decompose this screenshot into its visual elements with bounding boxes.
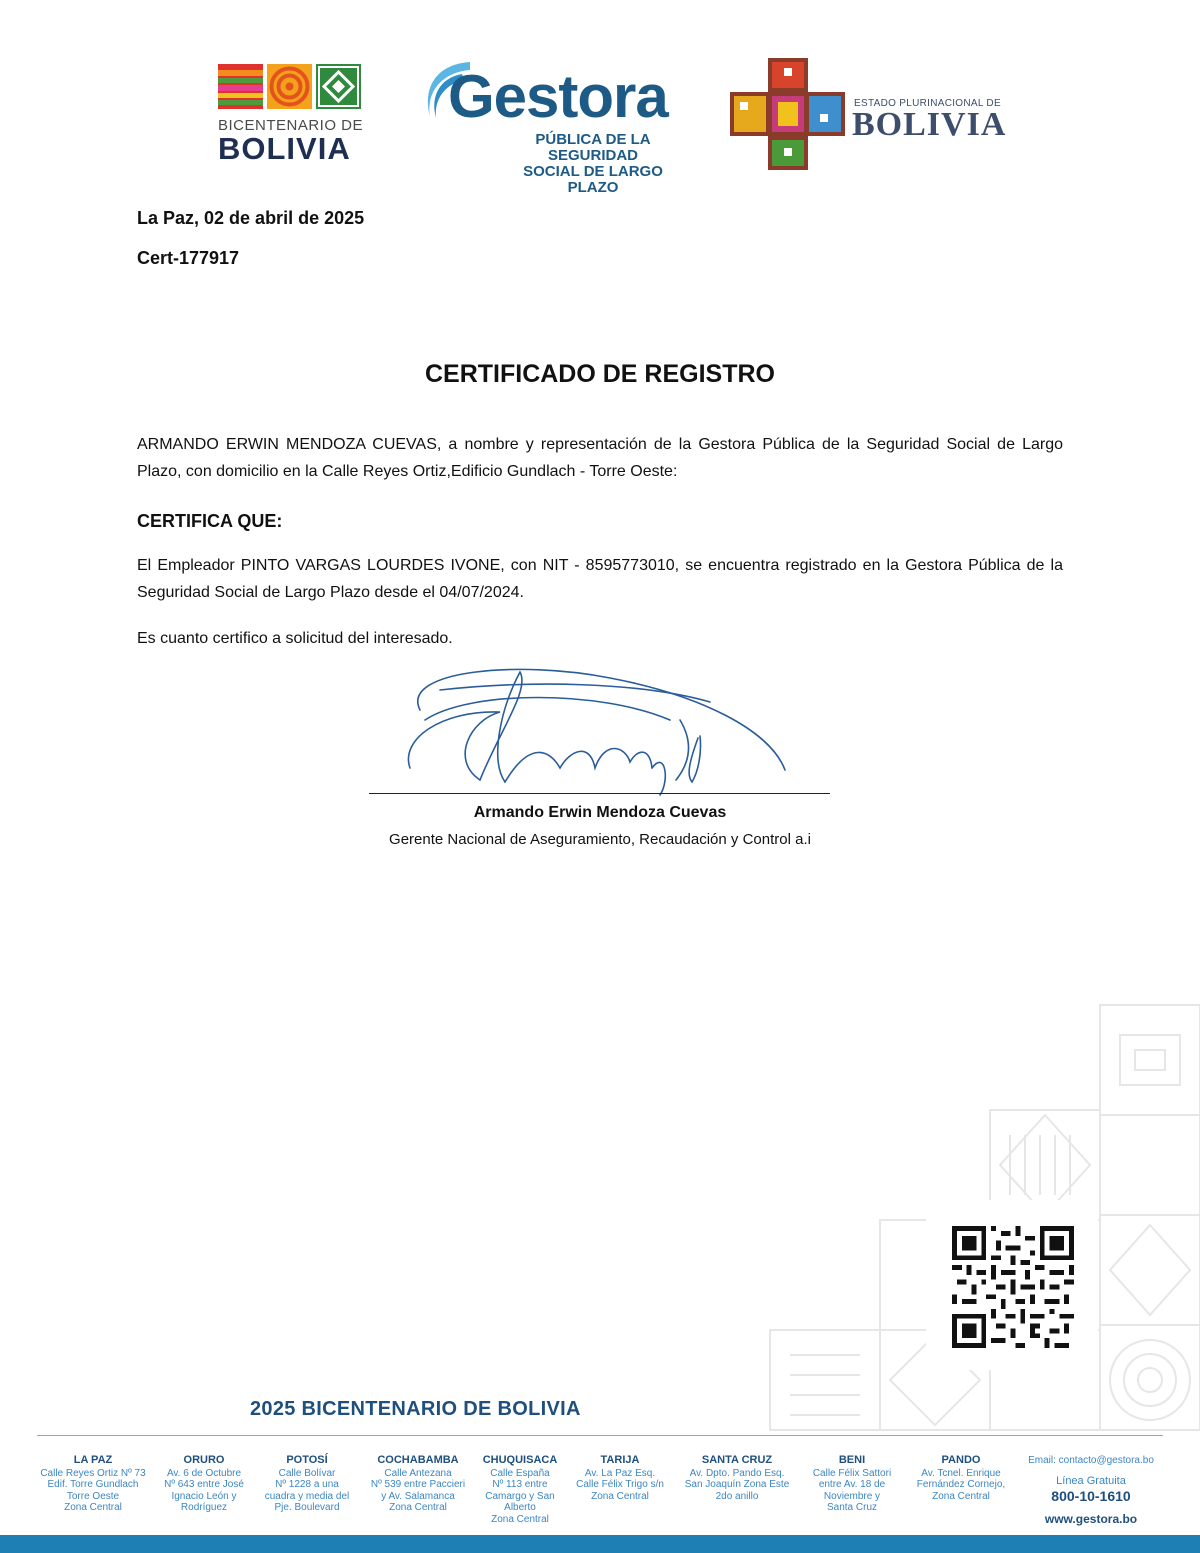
- footer-color-bar: [0, 1535, 1200, 1553]
- document-title: CERTIFICADO DE REGISTRO: [424, 360, 775, 388]
- signatory-name: Armando Erwin Mendoza Cuevas: [473, 804, 727, 821]
- office-santa-cruz: [680, 1455, 794, 1502]
- website-link[interactable]: www.gestora.bo: [1044, 1512, 1138, 1526]
- office-address-line: Zona Central: [389, 1502, 447, 1513]
- office-address-line: Ignacio León y: [171, 1490, 237, 1502]
- office-potos-: [258, 1455, 356, 1514]
- office-address-line: Edif. Torre Gundlach: [47, 1479, 139, 1490]
- bicentenario-line1: BICENTENARIO DE: [218, 117, 364, 134]
- office-city: PANDO: [941, 1454, 981, 1466]
- chakana-cross-icon: [730, 58, 845, 170]
- office-city: COCHABAMBA: [377, 1454, 459, 1466]
- free-line-label: Línea Gratuita: [1056, 1475, 1126, 1487]
- bicentenario-line2: BOLIVIA: [218, 131, 351, 166]
- footer-divider: [37, 1435, 1163, 1436]
- office-address-line: cuadra y media del: [264, 1490, 350, 1502]
- office-pando: [910, 1455, 1012, 1502]
- signature-line: [369, 793, 830, 794]
- contact-email[interactable]: Email: contacto@gestora.bo: [1028, 1455, 1154, 1466]
- office-address-line: Calle Félix Trigo s/n: [576, 1479, 664, 1490]
- free-line-phone[interactable]: 800-10-1610: [1051, 1488, 1131, 1504]
- gestora-subtitle-line2: SOCIAL DE LARGO PLAZO: [523, 163, 663, 196]
- office-address-line: Calle Reyes Ortiz Nº 73: [40, 1467, 146, 1479]
- office-cochabamba: [366, 1455, 470, 1514]
- office-city: TARIJA: [600, 1454, 640, 1466]
- office-oruro: [157, 1455, 251, 1514]
- diamond-tile-icon: [316, 64, 361, 109]
- office-address-line: Calle Bolívar: [278, 1467, 336, 1479]
- office-city: LA PAZ: [73, 1454, 113, 1466]
- office-address-line: Nº 113 entre: [492, 1479, 548, 1490]
- office-address-line: Av. La Paz Esq.: [584, 1467, 656, 1479]
- office-address-line: Zona Central: [491, 1513, 549, 1525]
- office-address-line: Rodríguez: [180, 1502, 228, 1513]
- intro-paragraph: ARMANDO ERWIN MENDOZA CUEVAS, a nombre y representación de la Gestora Pública de la Seguridad Social de Largo Plazo, con domicilio en la Calle Reyes Ortiz,Edificio Gundlach - Torre Oeste:: [137, 436, 1063, 480]
- gestora-logo: [418, 56, 690, 196]
- document-date: La Paz, 02 de abril de 2025: [137, 208, 365, 228]
- registration-paragraph: El Empleador PINTO VARGAS LOURDES IVONE, con NIT - 8595773010, se encuentra registrado en la Gestora Pública de la Seguridad Social de Largo Plazo desde el 04/07/2024.: [137, 557, 1063, 601]
- office-la-paz: [37, 1455, 149, 1514]
- handwritten-signature: [380, 650, 820, 800]
- gestora-subtitle-line1: PÚBLICA DE LA SEGURIDAD: [535, 131, 651, 164]
- office-address-line: Fernández Cornejo,: [916, 1479, 1006, 1490]
- office-address-line: Noviembre y: [823, 1490, 881, 1502]
- office-tarija: [568, 1455, 672, 1502]
- office-address-line: Av. 6 de Octubre: [166, 1467, 242, 1479]
- office-address-line: Calle Félix Sattori: [812, 1467, 892, 1479]
- office-address-line: Alberto: [504, 1502, 536, 1513]
- office-city: POTOSÍ: [286, 1454, 328, 1466]
- office-address-line: Nº 643 entre José: [164, 1479, 244, 1490]
- office-address-line: Nº 539 entre Paccieri: [370, 1479, 466, 1490]
- office-address-line: y Av. Salamanca: [381, 1490, 455, 1502]
- office-address-line: Zona Central: [591, 1490, 649, 1502]
- certificate-number: Cert-177917: [137, 248, 240, 268]
- office-city: BENI: [838, 1454, 866, 1466]
- estado-line2: BOLIVIA: [852, 106, 1007, 143]
- office-address-line: Zona Central: [64, 1502, 122, 1513]
- office-address-line: San Joaquín Zona Este: [684, 1479, 790, 1490]
- office-city: ORURO: [183, 1454, 225, 1466]
- office-chuquisaca: [480, 1455, 560, 1525]
- office-address-line: Av. Tcnel. Enrique: [921, 1467, 1001, 1479]
- office-address-line: Av. Dpto. Pando Esq.: [689, 1467, 785, 1479]
- bicentenario-tiles: [218, 64, 370, 109]
- gestora-subtitle: [498, 132, 688, 196]
- office-city: SANTA CRUZ: [701, 1454, 773, 1466]
- estado-line1: ESTADO PLURINACIONAL DE: [854, 98, 1001, 109]
- striped-tile-icon: [218, 64, 263, 109]
- estado-bolivia-logo: [730, 58, 1007, 170]
- signatory-role: Gerente Nacional de Aseguramiento, Recaudación y Control a.i: [389, 831, 811, 848]
- office-address-line: Nº 1228 a una: [275, 1479, 339, 1490]
- closing-paragraph: Es cuanto certifico a solicitud del interesado.: [137, 630, 453, 647]
- verification-qr-code[interactable]: [952, 1226, 1074, 1348]
- footer-bicentenario-title: 2025 BICENTENARIO DE BOLIVIA: [250, 1398, 581, 1420]
- spiral-tile-icon: [267, 64, 312, 109]
- certifica-heading: CERTIFICA QUE:: [137, 511, 283, 531]
- office-address-line: 2do anillo: [715, 1490, 759, 1502]
- bicentenario-logo: [218, 64, 370, 166]
- office-address-line: Camargo y San: [485, 1490, 555, 1502]
- office-address-line: Pje. Boulevard: [274, 1502, 340, 1513]
- office-address-line: Zona Central: [932, 1490, 990, 1502]
- footer-contact: [1020, 1455, 1162, 1526]
- office-address-line: Calle Antezana: [384, 1467, 452, 1479]
- office-beni: [804, 1455, 900, 1514]
- office-address-line: Calle España: [490, 1467, 550, 1479]
- office-city: CHUQUISACA: [482, 1454, 558, 1466]
- office-address-line: Santa Cruz: [826, 1502, 878, 1513]
- office-address-line: entre Av. 18 de: [818, 1479, 886, 1490]
- gestora-name: Gestora: [448, 63, 668, 130]
- office-address-line: Torre Oeste: [66, 1490, 120, 1502]
